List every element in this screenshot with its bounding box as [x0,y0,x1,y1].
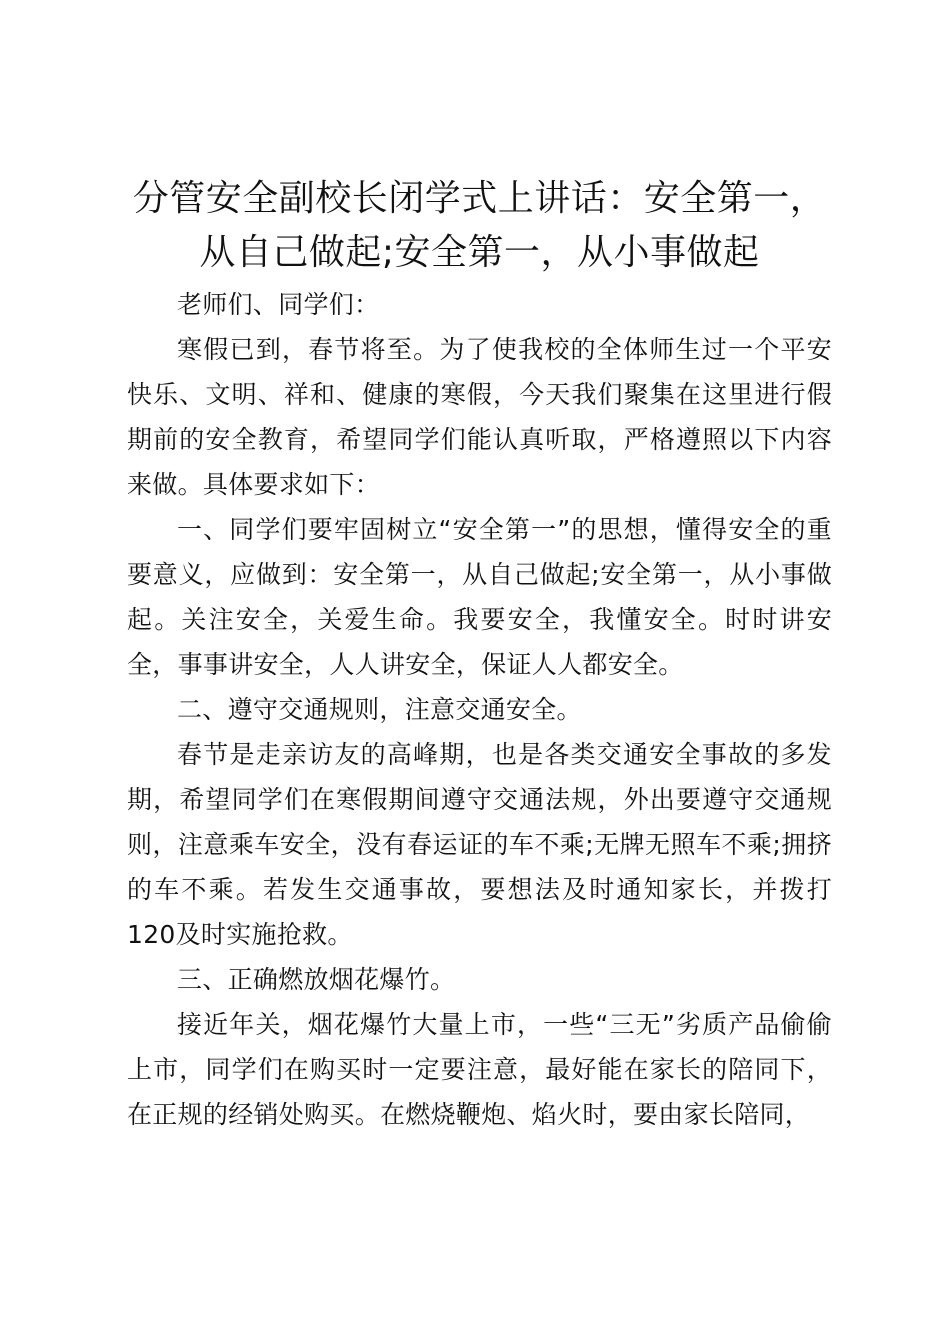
heading-section-2: 二、遵守交通规则，注意交通安全。 [177,695,582,724]
document-page [127,172,832,1137]
heading-section-3: 三、正确燃放烟花爆竹。 [177,965,456,994]
paragraph-salutation: 老师们、同学们： [177,290,380,319]
paragraph-section-2: 春节是走亲访友的高峰期，也是各类交通安全事故的多发期，希望同学们在寒假期间遵守交通法规，外出要遵守交通规则，注意乘车安全，没有春运证的车不乘;无牌无照车不乘;拥挤的车不乘。若发生交通事故，要想法及时通知家长，并拨打120及时实施抢救。 [127,740,832,949]
document-title: 分管安全副校长闭学式上讲话：安全第一，从自己做起;安全第一，从小事做起 [132,178,827,273]
paragraph-intro: 寒假已到，春节将至。为了使我校的全体师生过一个平安快乐、文明、祥和、健康的寒假，今天我们聚集在这里进行假期前的安全教育，希望同学们能认真听取，严格遵照以下内容来做。具体要求如下： [127,335,832,499]
paragraph-section-1: 一、同学们要牢固树立“安全第一”的思想，懂得安全的重要意义，应做到：安全第一，从自己做起;安全第一，从小事做起。关注安全，关爱生命。我要安全，我懂安全。时时讲安全，事事讲安全，人人讲安全，保证人人都安全。 [127,515,832,679]
paragraph-section-3: 接近年关，烟花爆竹大量上市，一些“三无”劣质产品偷偷上市，同学们在购买时一定要注意，最好能在家长的陪同下，在正规的经销处购买。在燃烧鞭炮、焰火时，要由家长陪同， [127,1010,832,1129]
